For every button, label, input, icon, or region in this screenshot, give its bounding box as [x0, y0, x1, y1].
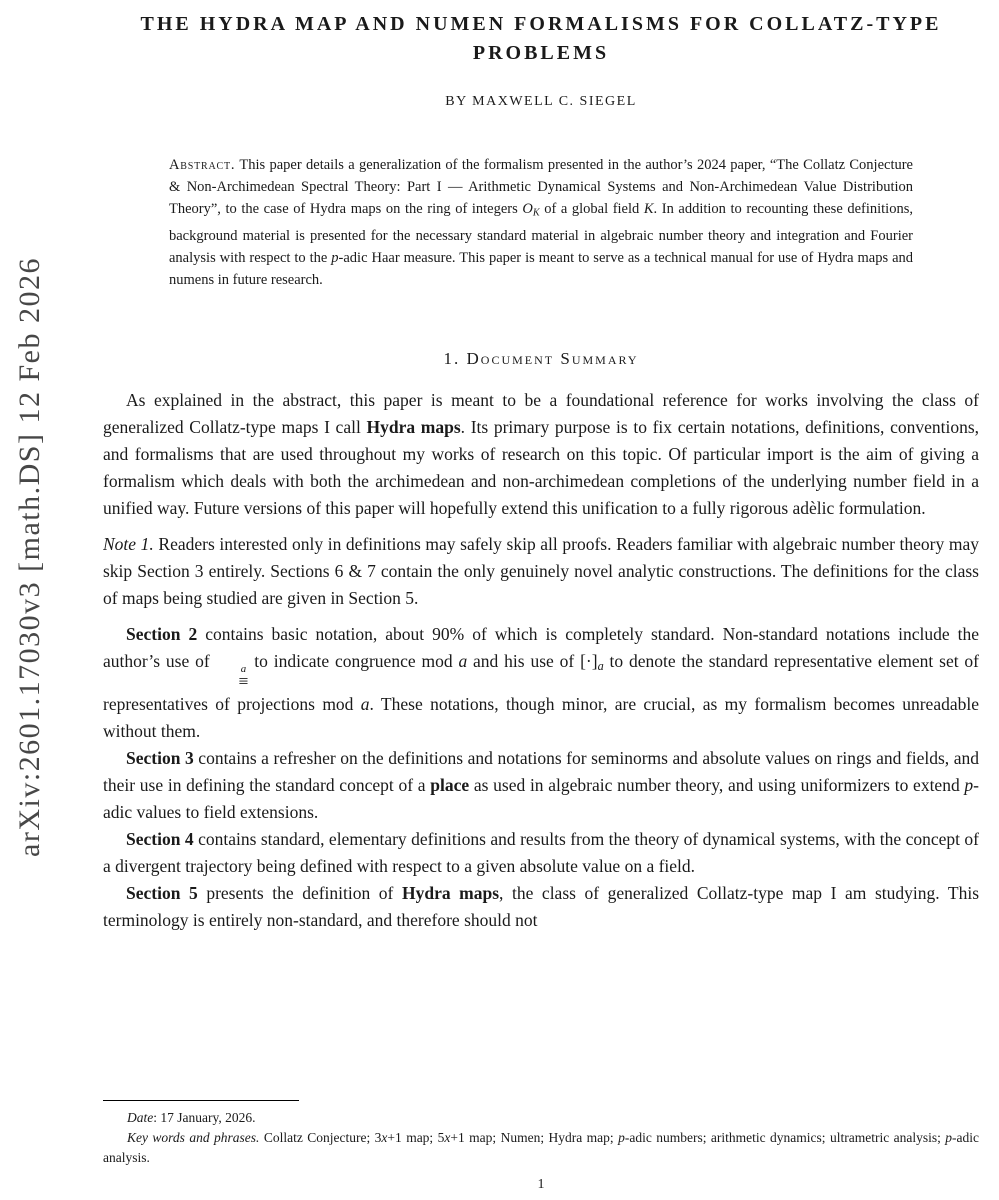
paragraph-intro: As explained in the abstract, this paper is meant to be a foundational reference for works involving the class of generalized Collatz-type maps I call Hydra maps. Its primary purpose is to fix certain notations, definitions, conventions, and formalisms that are used throughout my works of research on this topic. Of particular import is the aim of giving a formalism which deals with both the archimedean and non-archimedean completions of the underlying number field in a unified way. Future versions of this paper will hopefully extend this unification to a fully rigorous adèlic formulation. — [103, 389, 979, 518]
paragraph-section2: Section 2 contains basic notation, about 90% of which is completely standard. Non-standard notations include the author’s use of a ≡ to indicate congruence mod a and his use of [·]a to denote the standard representative element set of representatives of projections mod a. These notations, though minor, are crucial, as my formalism becomes unreadable without them. — [103, 623, 979, 741]
footnote-keywords: Key words and phrases. Collatz Conjecture; 3x+1 map; 5x+1 map; Numen; Hydra map; p-adic numbers; arithmetic dynamics; ultrametric analysis; p-adic analysis. — [103, 1130, 980, 1165]
content-area — [103, 0, 979, 1098]
paragraph-section4: Section 4 contains standard, elementary definitions and results from the theory of dynamical systems, with the concept of a divergent trajectory being defined with respect to a given absolute value on a field. — [103, 828, 979, 876]
footnote-area — [103, 1100, 979, 1193]
paper-title: THE HYDRA MAP AND NUMEN FORMALISMS FOR COLLATZ-TYPE PROBLEMS — [140, 13, 942, 64]
paragraph-section5: Section 5 presents the definition of Hydra maps, the class of generalized Collatz-type map I am studying. This terminology is entirely non-standard, and therefore should not — [103, 882, 979, 930]
abstract — [169, 154, 913, 291]
author-line: BY MAXWELL C. SIEGEL — [445, 94, 637, 109]
section-heading: 1. Document Summary — [443, 348, 639, 368]
arxiv-stamp: arXiv:2601.17030v3 [math.DS] 12 Feb 2026 — [13, 257, 46, 857]
footnote-rule — [103, 1100, 299, 1101]
note-paragraph: Note 1. Readers interested only in definitions may safely skip all proofs. Readers familiar with algebraic number theory may skip Section 3 entirely. Sections 6 & 7 contain the only genuinely novel analytic constructions. The definitions for the class of maps being studied are given in Section 5. — [103, 533, 979, 608]
abstract-text: This paper details a generalization of the formalism presented in the author’s 2024 paper, “The Collatz Conjecture & Non-Archimedean Spectral Theory: Part I — Arithmetic Dynamical Systems and Non-Archimedean Value Distribution Theory”, to the case of Hydra maps on the ring of integers OK of a global field K. In addition to recounting these definitions, background material is presented for the necessary standard material in algebraic number theory and integration and Fourier analysis with respect to the p-adic Haar measure. This paper is meant to serve as a technical manual for use of Hydra maps and numens in future research. — [169, 157, 914, 288]
footnote-date: Date: 17 January, 2026. — [127, 1110, 256, 1125]
paragraph-section3: Section 3 contains a refresher on the definitions and notations for seminorms and absolute values on rings and fields, and their use in defining the standard concept of a place as used in algebraic number theory, and using uniformizers to extend p-adic values to field extensions. — [103, 747, 979, 822]
abstract-label: Abstract. — [169, 157, 236, 173]
page-number: 1 — [537, 1177, 545, 1192]
